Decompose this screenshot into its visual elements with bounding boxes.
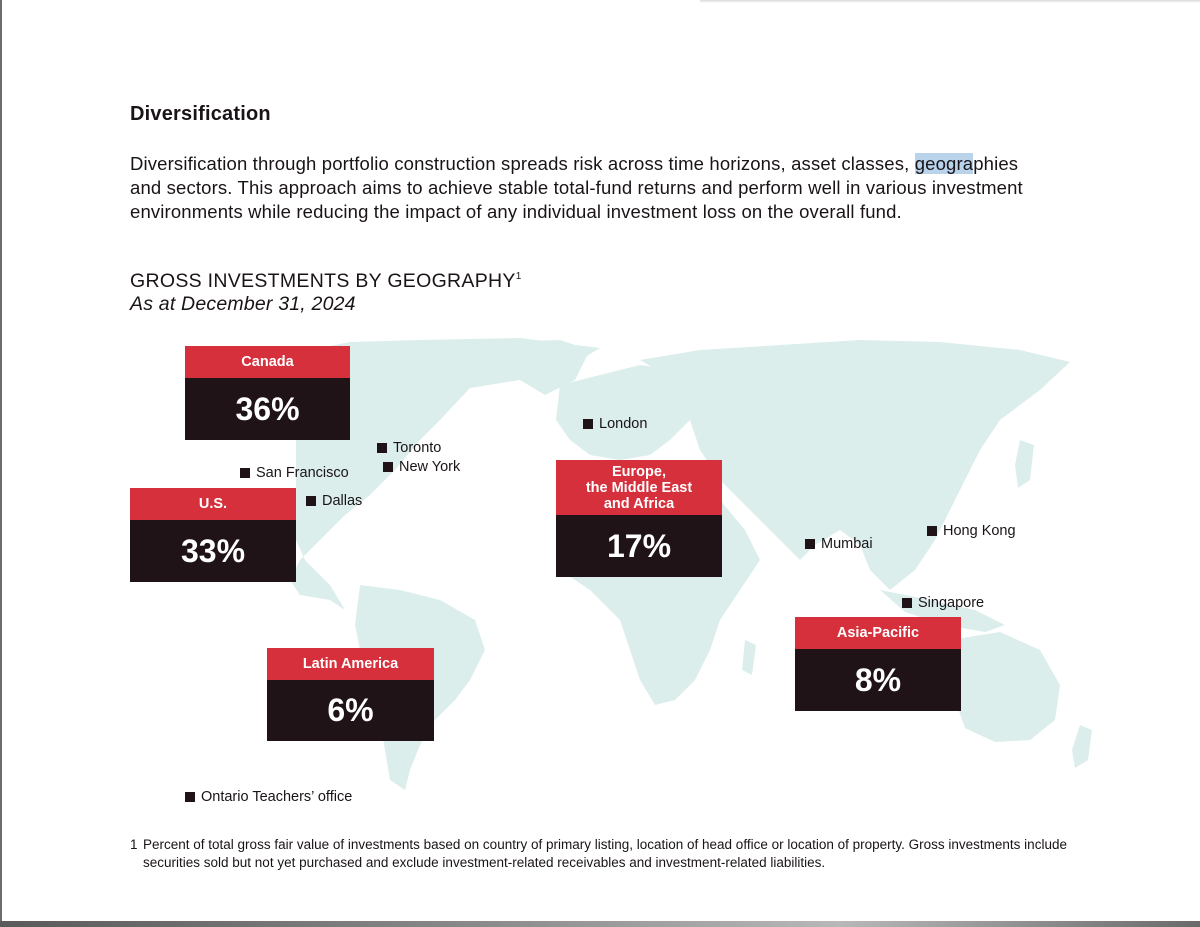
office-label: Hong Kong [943,523,1016,539]
footnote-ref: 1 [515,271,522,282]
office-label: Singapore [918,595,985,611]
chart-title-text: GROSS INVESTMENTS BY GEOGRAPHY [130,270,516,292]
region-value: 33% [130,520,296,582]
map-legend [185,789,352,805]
region-value: 17% [556,515,722,577]
region-label: U.S. [130,488,296,520]
text-selection[interactable]: geogra [914,153,974,174]
region-value: 8% [795,649,961,711]
footnote-text: Percent of total gross fair value of investments based on country of primary listing, location of head office or location of property. Gross investments include securities sold but not yet purchased and exclude investment-related receivables and investment-related liabilities. [143,837,1067,870]
region-label: Asia-Pacific [795,617,961,649]
madagascar-shape [742,640,756,675]
office-london [583,416,647,432]
region-emea [556,460,722,577]
region-label-line: the Middle East [585,479,693,496]
region-value: 6% [267,680,434,741]
office-singapore [902,595,984,611]
region-label [556,460,722,515]
region-label: Canada [185,346,350,378]
office-new-york [383,459,460,475]
office-marker-icon [240,468,250,478]
region-label: Latin America [267,648,434,680]
region-us [130,488,296,582]
page-bottom-edge [0,921,1200,927]
office-mumbai [805,536,873,552]
legend-label: Ontario Teachers’ office [201,789,353,805]
region-value: 36% [185,378,350,440]
office-label: Mumbai [821,536,873,552]
japan-shape [1015,440,1034,488]
office-marker-icon [902,598,912,608]
office-marker-icon [185,792,195,802]
office-marker-icon [377,443,387,453]
footnote [130,836,1090,872]
office-marker-icon [383,462,393,472]
region-asia-pacific [795,617,961,711]
office-toronto [377,440,441,456]
office-marker-icon [927,526,937,536]
footnote-number: 1 [130,837,138,852]
region-canada [185,346,350,440]
body-text-end: phies and sectors. This approach aims to achieve stable total-fund returns and perform well in various investment environments while reducing the impact of any individual investment loss on the overall fund. [130,153,1023,222]
australia-shape [950,632,1060,742]
office-hong-kong [927,523,1016,539]
office-label: Toronto [393,440,442,456]
office-dallas [306,493,362,509]
new-zealand-shape [1072,725,1092,768]
office-marker-icon [306,496,316,506]
chart-subtitle: As at December 31, 2024 [130,293,356,315]
region-label-line: and Africa [603,495,675,512]
body-text-start: Diversification through portfolio construction spreads risk across time horizons, asset classes, [130,153,915,174]
region-latin-america [267,648,434,741]
office-marker-icon [805,539,815,549]
office-label: New York [399,459,461,475]
office-label: San Francisco [256,465,349,481]
office-label: Dallas [322,493,363,509]
section-heading: Diversification [130,103,271,125]
office-label: London [599,416,648,432]
office-san-francisco [240,465,349,481]
office-marker-icon [583,419,593,429]
region-label-line: Europe, [612,463,666,480]
